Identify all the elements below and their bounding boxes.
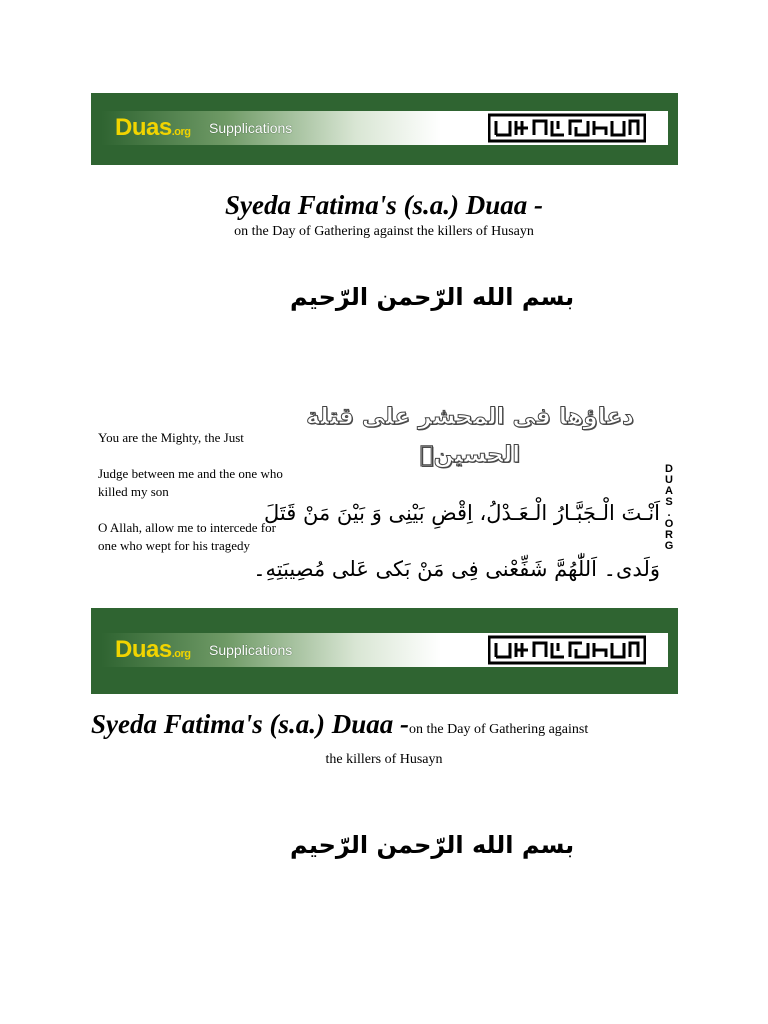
translation-block (98, 429, 288, 555)
page-title-2-rest: on the Day of Gathering against (409, 722, 589, 737)
translation-line-1: You are the Mighty, the Just (98, 430, 244, 445)
arabic-heading (300, 398, 640, 474)
arabic-dua-text (253, 498, 660, 584)
bismillah-calligraphy-2: بسم الله الرّحمن الرّحيم (290, 831, 575, 859)
arabic-line-1: اَنْـتَ الْـجَبَّـارُ الْـعَـدْلُ، اِقْضِ بَيْنِى وَ بَيْنَ مَنْ قَتَلَ (264, 501, 660, 525)
duas-logo-2[interactable]: Duas.org (115, 636, 191, 663)
banner-gradient-2 (101, 633, 668, 667)
kufic-bismillah-logo (488, 113, 646, 143)
arabic-line-2: وَلَدى۔ اَللّٰهُمَّ شَفِّعْنى فِى مَنْ بَكى عَلى مُصِيبَتِهِ۔ (253, 557, 660, 581)
header-banner (91, 93, 678, 165)
arabic-heading-line1: دعاؤها فى المحشر على قتلة (306, 404, 634, 430)
translation-line-3: O Allah, allow me to intercede for one who wept for his tragedy (98, 520, 276, 553)
duas-org-vertical-mark: D U A S . O R G (664, 463, 674, 552)
translation-line-2: Judge between me and the one who killed my son (98, 466, 283, 499)
bismillah-calligraphy: بسم الله الرّحمن الرّحيم (290, 283, 575, 311)
duas-logo[interactable]: Duas.org (115, 114, 191, 141)
page-title: Syeda Fatima's (s.a.) Duaa - (224, 190, 543, 220)
page-subtitle: on the Day of Gathering against the killers of Husayn (234, 224, 534, 239)
tagline: Supplications (209, 120, 293, 136)
header-banner-2 (91, 608, 678, 694)
arabic-heading-line2: الحسينؑ (419, 442, 521, 468)
tagline-2: Supplications (209, 642, 293, 658)
page-title-2 (91, 709, 691, 739)
page-title-2-main: Syeda Fatima's (s.a.) Duaa - (91, 709, 410, 739)
kufic-bismillah-logo-2 (488, 635, 646, 665)
page-subtitle-2: the killers of Husayn (325, 752, 443, 767)
banner-gradient (101, 111, 668, 145)
